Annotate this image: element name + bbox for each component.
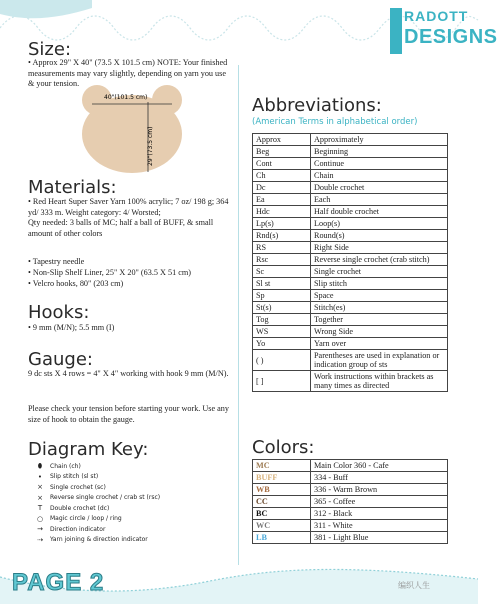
table-row <box>253 484 448 496</box>
abbr-code: Cont <box>253 158 311 170</box>
gauge-note: Please check your tension before starting your work. Use any size of hook to obtain the gauge. <box>28 404 229 424</box>
diagram-key-heading: Diagram Key: <box>28 439 149 460</box>
abbr-meaning: Chain <box>311 170 448 182</box>
brand-logo <box>390 2 498 58</box>
diagram-key-label: Yarn joining & direction indicator <box>50 536 148 544</box>
abbr-meaning: Loop(s) <box>311 218 448 230</box>
diagram-key-label: Double crochet (dc) <box>50 504 110 512</box>
diagram-key-label: Reverse single crochet / crab st (rsc) <box>50 494 161 502</box>
table-row <box>253 218 448 230</box>
diagram-key-row <box>30 461 210 472</box>
abbr-code: Yo <box>253 338 311 350</box>
abbr-meaning: Half double crochet <box>311 206 448 218</box>
table-row <box>253 182 448 194</box>
diagram-key-list <box>30 461 210 545</box>
table-row <box>253 146 448 158</box>
color-code: MC <box>253 460 311 472</box>
abbr-code: WS <box>253 326 311 338</box>
materials-bullet-2: • Non-Slip Shelf Liner, 25" X 20" (63.5 X 51 cm) <box>28 268 191 277</box>
table-row <box>253 230 448 242</box>
table-row <box>253 326 448 338</box>
diagram-key-row <box>30 524 210 535</box>
materials-bullet-3: • Velcro hooks, 80" (203 cm) <box>28 279 124 288</box>
abbr-code: Sp <box>253 290 311 302</box>
table-row <box>253 472 448 484</box>
abbr-meaning: Approximately <box>311 134 448 146</box>
color-name: Main Color 360 - Cafe <box>311 460 448 472</box>
direction-arrow-icon: → <box>37 525 43 534</box>
abbr-code: Sc <box>253 266 311 278</box>
abbr-meaning: Single crochet <box>311 266 448 278</box>
logo-bar <box>390 8 402 54</box>
abbr-meaning: Each <box>311 194 448 206</box>
table-row <box>253 496 448 508</box>
table-row <box>253 206 448 218</box>
table-row <box>253 302 448 314</box>
gauge-heading: Gauge: <box>28 349 93 370</box>
table-row <box>253 508 448 520</box>
abbr-code: Beg <box>253 146 311 158</box>
table-row <box>253 290 448 302</box>
color-name: 312 - Black <box>311 508 448 520</box>
materials-heading: Materials: <box>28 177 117 198</box>
color-code: WB <box>253 484 311 496</box>
single-crochet-symbol-icon: × <box>37 483 43 492</box>
colors-table <box>252 459 448 544</box>
gauge-text: 9 dc sts X 4 rows = 4" X 4" working with hook 9 mm (M/N). <box>28 369 229 378</box>
color-code: BC <box>253 508 311 520</box>
logo-top-text: RADOTT <box>404 8 469 24</box>
table-row <box>253 158 448 170</box>
abbr-meaning: Double crochet <box>311 182 448 194</box>
color-code: BUFF <box>253 472 311 484</box>
size-text: • Approx 29" X 40" (73.5 X 101.5 cm) NOTE: Your finished measurements may vary slightly, depending on yarn you use & your tension. <box>28 58 228 88</box>
page-label: PAGE 2 <box>12 569 105 596</box>
abbr-meaning: Continue <box>311 158 448 170</box>
size-heading: Size: <box>28 39 72 60</box>
color-code: WC <box>253 520 311 532</box>
table-row <box>253 371 448 392</box>
abbr-meaning: Work instructions within brackets as many times as directed <box>311 371 448 392</box>
abbr-code: St(s) <box>253 302 311 314</box>
color-name: 311 - White <box>311 520 448 532</box>
table-row <box>253 350 448 371</box>
abbr-code: RS <box>253 242 311 254</box>
hooks-text: • 9 mm (M/N); 5.5 mm (I) <box>28 323 115 332</box>
table-row <box>253 532 448 544</box>
diagram-key-row <box>30 493 210 504</box>
abbr-meaning: Slip stitch <box>311 278 448 290</box>
table-row <box>253 194 448 206</box>
logo-bottom-text: DESIGNS <box>404 26 498 48</box>
abbr-meaning: Stitch(es) <box>311 302 448 314</box>
diagram-key-label: Single crochet (sc) <box>50 483 106 491</box>
table-row <box>253 278 448 290</box>
diagram-key-row <box>30 472 210 483</box>
materials-bullet-1: • Tapestry needle <box>28 257 85 266</box>
abbreviations-heading: Abbreviations: <box>252 95 382 116</box>
double-crochet-symbol-icon: T <box>37 504 43 513</box>
diagram-key-label: Chain (ch) <box>50 462 81 470</box>
abbr-code: Ch <box>253 170 311 182</box>
color-name: 365 - Coffee <box>311 496 448 508</box>
table-row <box>253 314 448 326</box>
slip-stitch-symbol-icon: • <box>37 472 43 481</box>
table-row <box>253 170 448 182</box>
colors-heading: Colors: <box>252 437 315 458</box>
column-divider <box>238 65 239 565</box>
height-label: 29"(73.5 cm) <box>147 126 154 166</box>
color-name: 381 - Light Blue <box>311 532 448 544</box>
diagram-key-row <box>30 503 210 514</box>
color-name: 336 - Warm Brown <box>311 484 448 496</box>
diagram-key-label: Direction indicator <box>50 525 106 533</box>
color-code: LB <box>253 532 311 544</box>
diagram-key-label: Magic circle / loop / ring <box>50 515 122 523</box>
width-label: 40"(101.5 cm) <box>104 94 148 101</box>
abbr-meaning: Space <box>311 290 448 302</box>
yarn-join-arrow-icon: ⇢ <box>37 535 43 544</box>
watermark-text: 编织人生 <box>398 581 430 590</box>
materials-line-2: Qty needed: 3 balls of MC; half a ball of BUFF, & small amount of other colors <box>28 218 214 238</box>
diagram-key-row <box>30 482 210 493</box>
abbr-code: Rnd(s) <box>253 230 311 242</box>
abbr-meaning: Round(s) <box>311 230 448 242</box>
table-row <box>253 134 448 146</box>
abbr-code: Ea <box>253 194 311 206</box>
diagram-key-row <box>30 514 210 525</box>
abbr-meaning: Beginning <box>311 146 448 158</box>
abbr-meaning: Right Side <box>311 242 448 254</box>
abbreviations-subtitle: (American Terms in alphabetical order) <box>252 117 418 127</box>
magic-circle-symbol-icon: ○ <box>36 514 44 523</box>
abbr-code: Approx <box>253 134 311 146</box>
diagram-key-row <box>30 535 210 546</box>
table-row <box>253 266 448 278</box>
abbr-meaning: Wrong Side <box>311 326 448 338</box>
abbr-code: Tog <box>253 314 311 326</box>
abbreviations-table <box>252 133 448 392</box>
abbr-code: Lp(s) <box>253 218 311 230</box>
table-row <box>253 254 448 266</box>
abbr-meaning: Yarn over <box>311 338 448 350</box>
table-row <box>253 460 448 472</box>
table-row <box>253 242 448 254</box>
abbr-code: Hdc <box>253 206 311 218</box>
abbr-code: [ ] <box>253 371 311 392</box>
bear-rug-diagram <box>72 84 192 174</box>
abbr-meaning: Parentheses are used in explanation or indication group of sts <box>311 350 448 371</box>
hooks-heading: Hooks: <box>28 302 90 323</box>
abbr-code: Sl st <box>253 278 311 290</box>
color-code: CC <box>253 496 311 508</box>
table-row <box>253 520 448 532</box>
chain-symbol-icon: ⬮ <box>37 461 43 470</box>
abbr-code: Dc <box>253 182 311 194</box>
reverse-crochet-symbol-icon: × <box>37 493 43 502</box>
color-name: 334 - Buff <box>311 472 448 484</box>
materials-line-1: • Red Heart Super Saver Yarn 100% acrylic; 7 oz/ 198 g; 364 yd/ 333 m. Weight category: 4/ Worsted; <box>28 197 229 217</box>
table-row <box>253 338 448 350</box>
abbr-code: Rsc <box>253 254 311 266</box>
abbr-meaning: Together <box>311 314 448 326</box>
abbr-meaning: Reverse single crochet (crab stitch) <box>311 254 448 266</box>
abbr-code: ( ) <box>253 350 311 371</box>
diagram-key-label: Slip stitch (sl st) <box>50 473 99 481</box>
